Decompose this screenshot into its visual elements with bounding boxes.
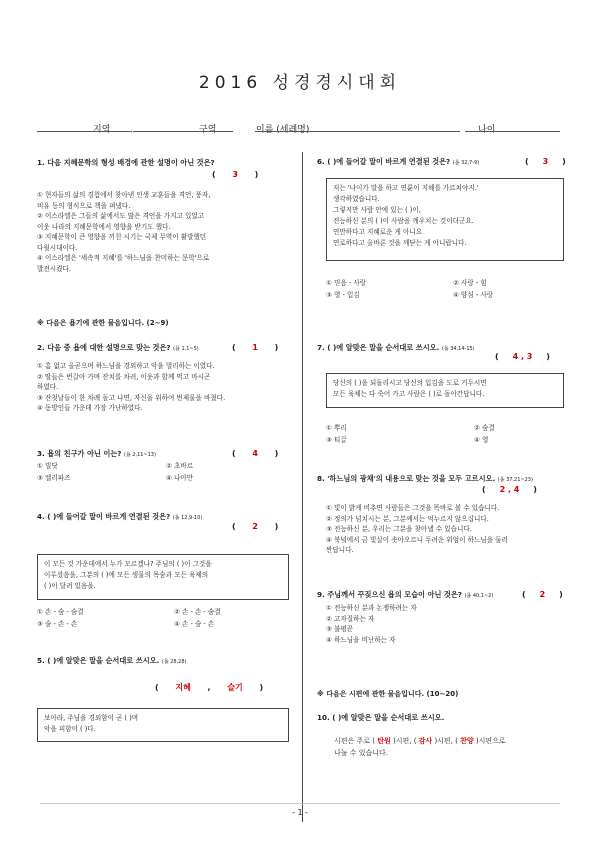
region-label: 지역 [93, 125, 111, 135]
passage-line: 모든 육체는 다 죽어 가고 사람은 ( )로 돌아간답니다. [333, 390, 485, 398]
page-title: 2016 성경경시대회 [198, 73, 402, 93]
option: 다윗시대이다. [37, 243, 78, 252]
footer-divider [40, 803, 560, 804]
name-field[interactable] [255, 131, 460, 132]
q3-option-2[interactable]: ② 초바르 [166, 462, 194, 470]
option[interactable]: ① 현자들의 삶의 경험에서 찾아낸 인생 교훈들을 격언, 풍자, [37, 191, 211, 199]
answer-3[interactable]: ( 4 ) [232, 449, 279, 458]
q1-options [37, 190, 210, 274]
age-field[interactable] [465, 131, 560, 132]
q7-option-1[interactable]: ① 뿌리 [326, 424, 347, 432]
passage-line: 생각하였습니다. [333, 195, 380, 203]
option[interactable]: ④ 이스라엘은 '세속적 지혜'를 '하느님을 찬미하는 문학'으로 [37, 254, 210, 262]
passage-line: 이 모든 것 가운데에서 누가 모르겠나? 주님의 ( )이 그것을 [44, 560, 212, 568]
name-label: 이름 (세례명) [256, 125, 310, 135]
question-8: 8. '하느님의 광채'의 내용으로 맞는 것을 모두 고르시오. (욥 37,21~23) [317, 474, 533, 483]
option[interactable]: ② 고자질하는 자 [326, 614, 375, 623]
q3-option-4[interactable]: ④ 나아만 [166, 474, 194, 482]
q4-option-1[interactable]: ① 손 - 숨 - 숨결 [37, 608, 84, 616]
section-job-heading: ※ 다음은 욥기에 관한 물음입니다. (2~9) [37, 319, 169, 327]
q6-passage-box [326, 178, 564, 261]
answer-1[interactable]: ( 3 ) [212, 170, 259, 179]
answer-8[interactable]: ( 2 , 4 ) [482, 485, 537, 494]
answer-9[interactable]: ( 2 ) [522, 590, 563, 599]
page-number: - 1 - [292, 808, 308, 817]
q10-answer-line[interactable] [334, 735, 506, 759]
answer-6[interactable]: ( 3 ) [525, 157, 566, 166]
question-10: 10. ( )에 알맞은 말을 순서대로 쓰시오. [317, 713, 445, 722]
passage-line: 악을 피함이 ( )다. [44, 725, 96, 733]
answer-4[interactable]: ( 2 ) [232, 522, 279, 531]
passage-line: 당신의 ( )을 되돌리시고 당신의 입김을 도로 거두시면 [333, 379, 487, 387]
q6-option-4[interactable]: ④ 양심 - 사랑 [453, 291, 494, 299]
q3-option-3[interactable]: ③ 엘리파즈 [37, 474, 71, 482]
q7-option-4[interactable]: ④ 영 [474, 436, 489, 444]
question-7: 7. ( )에 알맞은 말을 순서대로 쓰시오. (욥 34,14-15) [317, 343, 475, 352]
question-2: 2. 다음 중 욥에 대한 설명으로 맞는 것은? (욥 1,1~5) [37, 343, 199, 352]
option[interactable]: ② 이스라엘은 그들의 삶에서도 많은 격언을 가지고 있었고 [37, 212, 205, 220]
region-field[interactable] [37, 131, 132, 132]
option[interactable]: ④ 하느님을 비난하는 자 [326, 635, 396, 644]
q10-answer-1[interactable]: 탄원 [377, 737, 391, 745]
option[interactable]: ② 정의가 넘치시는 분, 그분께서는 억누르지 않으십니다. [326, 514, 489, 523]
q10-line-1: 시편은 주로 ( 탄원 )시편, ( 감사 )시편, ( 찬양 )시편으로 [334, 737, 506, 745]
q10-line-2: 나눌 수 있습니다. [334, 749, 389, 757]
passage-line: 보아라, 주님을 경외함이 곧 ( )며 [44, 714, 139, 722]
option[interactable]: ① 전능하신 분과 논쟁하려는 자 [326, 604, 417, 612]
passage-line: 이루셨음을, 그분의 ( )에 모든 생물의 목숨과 모든 육체의 [44, 571, 209, 579]
q4-option-3[interactable]: ③ 숨 - 손 - 손 [37, 620, 78, 628]
question-1: 1. 다음 지혜문학의 형성 배경에 관한 설명이 아닌 것은? [37, 158, 215, 167]
option[interactable]: ④ 북녘에서 금 빛살이 솟아오르니 두려운 위엄이 하느님을 둘러 [326, 535, 508, 544]
option[interactable]: ② 딸들은 번갈아 가며 잔치를 차려, 이웃과 함께 먹고 마시곤 [37, 372, 211, 381]
q2-options [37, 361, 225, 414]
section-psalms-heading: ※ 다음은 시편에 관한 물음입니다. (10~20) [317, 690, 459, 698]
district-label: 구역 [199, 125, 217, 135]
option[interactable]: ① 빛이 밝게 비추면 사람들은 그것을 똑바로 볼 수 있습니다. [326, 504, 500, 512]
option: 발전시켰다. [37, 264, 71, 273]
district-field[interactable] [133, 131, 233, 132]
q10-answer-2[interactable]: 감사 [418, 737, 433, 745]
q4-option-2[interactable]: ② 손 - 손 - 숨결 [174, 608, 221, 616]
passage-line: 전능하신 분의 ( )이 사람을 깨우치는 것이더군요. [333, 217, 474, 225]
q8-options [326, 503, 508, 556]
option: 비유 등의 형식으로 책을 펴냈다. [37, 201, 131, 210]
question-4: 4. ( )에 들어갈 말이 바르게 연결된 것은? (욥 12,9-10) [37, 512, 203, 521]
q7-passage-box [326, 373, 564, 408]
q6-option-3[interactable]: ③ 영 - 입김 [326, 291, 360, 299]
passage-line: 연만하다고 지혜로운 게 아니요 [333, 228, 423, 236]
passage-line: 연로하다고 올바른 것을 깨닫는 게 아니랍니다. [333, 239, 467, 247]
question-3: 3. 욥의 친구가 아닌 이는? (욥 2,11~13) [37, 449, 156, 458]
option[interactable]: ④ 동방인들 가운데 가장 가난하였다. [37, 404, 143, 412]
age-label: 나이 [478, 125, 496, 135]
passage-line: ( )이 달려 있음을. [44, 582, 96, 590]
option[interactable]: ③ 전능하신 분, 우리는 그분을 찾아낼 수 있습니다. [326, 525, 472, 533]
question-5: 5. ( )에 알맞은 말을 순서대로 쓰시오. (욥 28,28) [37, 656, 187, 665]
q5-passage-box [37, 708, 289, 742]
q4-passage-box [37, 554, 289, 600]
passage-line: 저는 '나이가 말을 하고 연륜이 지혜를 가르쳐야지.' [333, 184, 479, 192]
q4-option-4[interactable]: ④ 손 - 숨 - 손 [174, 620, 215, 628]
q7-option-3[interactable]: ③ 티끌 [326, 436, 347, 444]
q3-option-1[interactable]: ① 빌닷 [37, 462, 58, 470]
column-divider [302, 152, 303, 822]
answer-2[interactable]: ( 1 ) [232, 343, 279, 352]
answer-7[interactable]: ( 4 , 3 ) [495, 352, 550, 361]
q9-options [326, 603, 417, 645]
option[interactable]: ③ 지혜문학이 큰 영향을 끼친 시기는 국제 무역이 활발했던 [37, 233, 207, 241]
q6-option-2[interactable]: ② 사랑 - 힘 [453, 279, 487, 287]
passage-line: 그렇지만 사람 안에 있는 ( )이, [333, 206, 421, 214]
option: 이웃 나라의 지혜문학에서 영향을 받기도 했다. [37, 222, 171, 231]
option[interactable]: ③ 잔칫날들이 한 차례 돌고 나면, 자신을 위하여 번제물을 바쳤다. [37, 393, 226, 402]
q7-option-2[interactable]: ② 숨결 [474, 424, 495, 432]
answer-5[interactable]: ( 지혜 , 슬기 ) [155, 683, 264, 692]
option: 싼답니다. [326, 546, 354, 554]
option[interactable]: ① 흠 없고 올곧으며 하느님을 경외하고 악을 멀리하는 이였다. [37, 362, 215, 370]
q10-answer-3[interactable]: 찬양 [460, 737, 474, 745]
question-9: 9. 주님께서 꾸짖으신 욥의 모습이 아닌 것은? (욥 40,1~2) [317, 590, 494, 599]
option[interactable]: ③ 불평꾼 [326, 625, 354, 633]
option: 하였다. [37, 383, 59, 391]
q6-option-1[interactable]: ① 믿음 - 사랑 [326, 279, 367, 287]
question-6: 6. ( )에 들어갈 말이 바르게 연결된 것은? (욥 32,7-9) [317, 157, 480, 166]
